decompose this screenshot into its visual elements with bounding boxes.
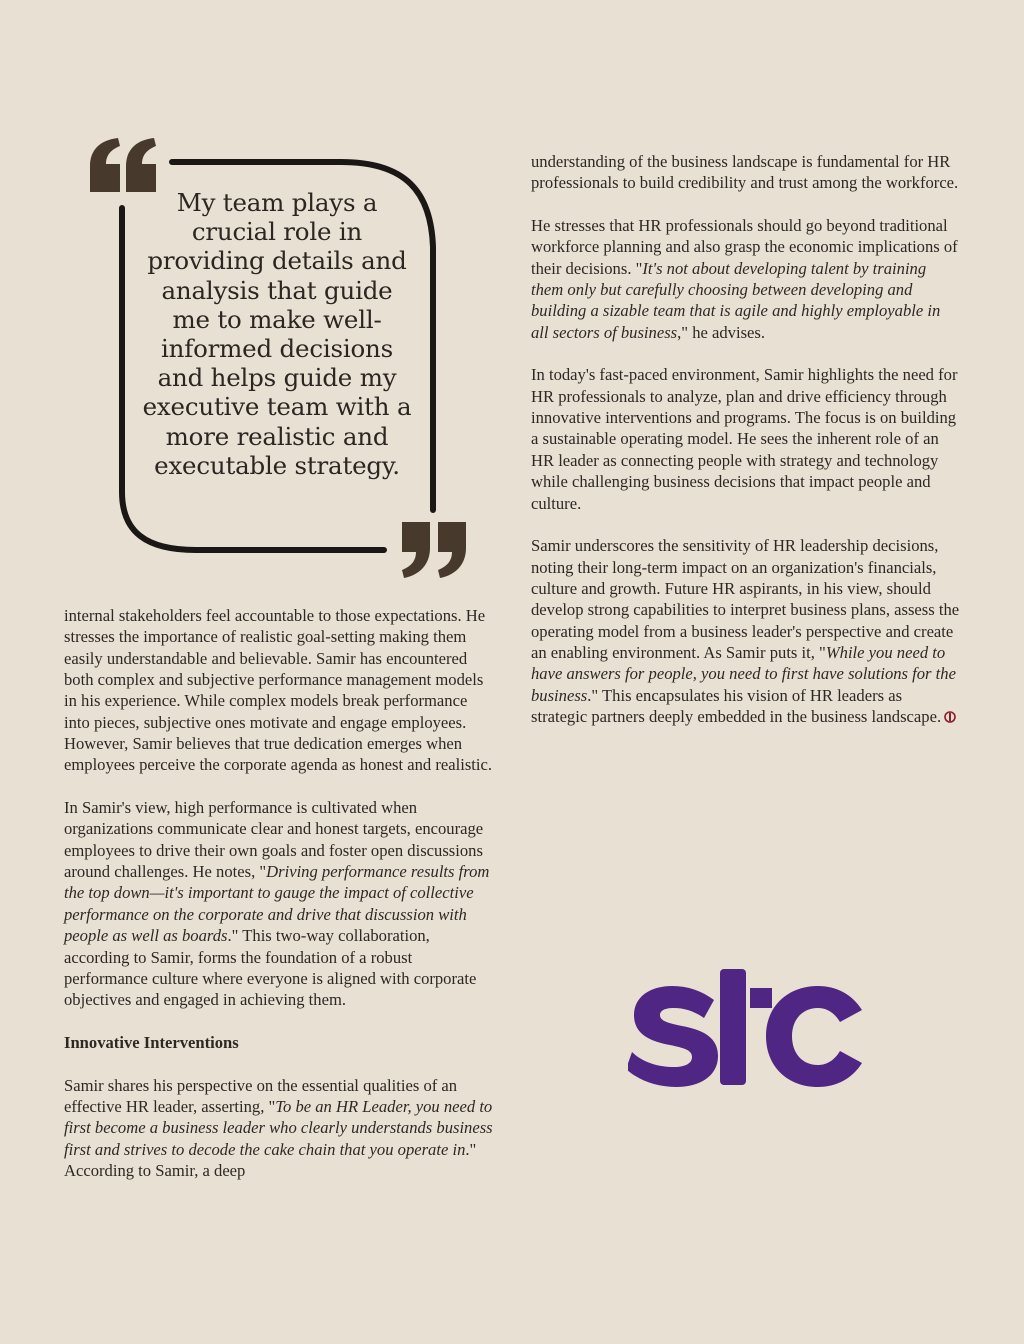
open-quote-icon	[88, 136, 160, 192]
inline-quote: It's not about developing talent by training them only but carefully choosing between developing and building a sizable team that is agile and highly employable in all sectors of business	[531, 258, 941, 342]
paragraph-text: ." According to Samir, a deep	[64, 1139, 477, 1180]
section-subheading: Innovative Interventions	[64, 1032, 239, 1052]
inline-quote: Driving performance results from the top down—it's important to gauge the impact of collective performance on the corporate and drive that discussion with people as well as boards	[64, 862, 490, 946]
magazine-end-mark-icon	[944, 711, 956, 723]
paragraph-text: Samir shares his perspective on the essential qualities of an effective HR leader, asserting, "	[64, 1075, 458, 1116]
paragraph: In today's fast-paced environment, Samir highlights the need for HR professionals to analyze, plan and drive efficiency through innovative interventions and programs. The focus is on building a sustainable operating model. He sees the inherent role of an HR leader as connecting people with strategy and technology while challenging business decisions that impact people and culture.	[531, 365, 958, 513]
article-column-right	[531, 151, 961, 727]
paragraph-text: Samir underscores the sensitivity of HR leadership decisions, noting their long-term impact on an organization's financials, culture and growth. Future HR aspirants, in his view, should develop strong capabilities to interpret business plans, assess the operating model from a business leader's perspective and create an enabling environment. As Samir puts it, "	[531, 536, 960, 662]
inline-quote: To be an HR Leader, you need to first become a business leader who clearly understands business first and strives to decode the cake chain that you operate in	[64, 1096, 493, 1159]
stc-logo	[628, 966, 864, 1088]
paragraph	[531, 215, 961, 343]
close-quote-icon	[400, 522, 470, 580]
inline-quote: While you need to have answers for people, you need to first have solutions for the business	[531, 642, 956, 705]
paragraph-text: ," he advises.	[677, 322, 766, 342]
paragraph-text: ." This encapsulates his vision of HR leaders as strategic partners deeply embedded in the business landscape.	[531, 685, 942, 726]
paragraph-text: In Samir's view, high performance is cultivated when organizations communicate clear and honest targets, encourage employees to drive their own goals and foster open discussions around challenges. He notes, "	[64, 798, 484, 882]
paragraph: understanding of the business landscape is fundamental for HR professionals to build credibility and trust among the workforce.	[531, 152, 959, 193]
paragraph	[531, 535, 961, 727]
article-column-left	[64, 605, 494, 1181]
paragraph: internal stakeholders feel accountable to those expectations. He stresses the importance of realistic goal-setting making them easily understandable and believable. Samir has encountered both complex and subjective performance management models in his experience. While complex models break performance into pieces, subjective ones motivate and engage employees. However, Samir believes that true dedication emerges when employees perceive the corporate agenda as honest and realistic.	[64, 606, 493, 775]
paragraph-text: He stresses that HR professionals should go beyond traditional workforce planning and also grasp the economic implications of their decisions. "	[531, 216, 958, 278]
pull-quote-text: My team plays a crucial role in providing details and analysis that guide me to make well-informed decisions and helps guide my executive team with a more realistic and executable strategy.	[142, 188, 412, 480]
paragraph-text: ." This two-way collaboration, according to Samir, forms the foundation of a robust performance culture where everyone is aligned with corporate objectives and engaged in achieving them.	[64, 926, 477, 1010]
paragraph	[64, 1075, 494, 1182]
paragraph	[64, 797, 494, 1010]
